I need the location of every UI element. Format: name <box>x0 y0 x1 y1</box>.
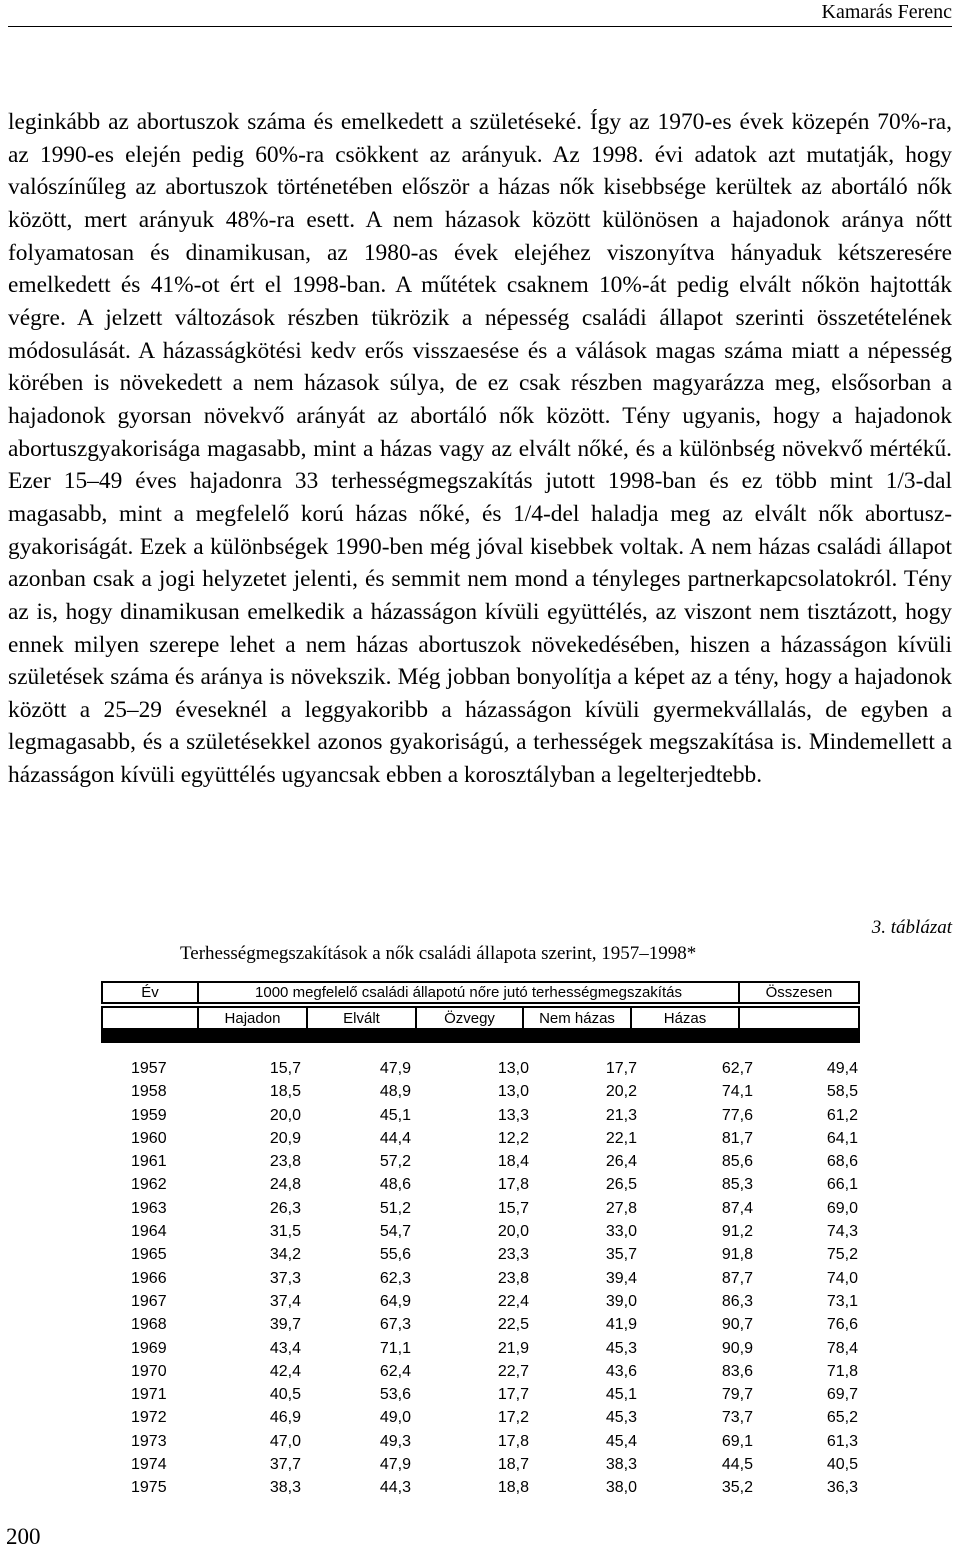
page-header <box>8 0 952 27</box>
cell-elvalt: 44,3 <box>379 1479 411 1497</box>
cell-year: 1970 <box>131 1362 167 1380</box>
cell-ozvegy: 23,3 <box>497 1246 529 1264</box>
cell-hazas: 83,6 <box>721 1362 753 1380</box>
cell-year: 1969 <box>131 1339 167 1357</box>
table-row <box>101 1313 860 1336</box>
cell-total: 49,4 <box>826 1060 858 1077</box>
cell-elvalt: 47,9 <box>379 1456 411 1474</box>
cell-hajadon: 43,4 <box>269 1339 301 1357</box>
cell-ozvegy: 17,8 <box>497 1176 529 1194</box>
cell-nem-hazas: 39,4 <box>605 1269 637 1287</box>
table-row <box>101 1057 860 1080</box>
cell-year: 1972 <box>131 1409 167 1427</box>
table-row <box>101 1476 860 1499</box>
cell-hajadon: 37,3 <box>269 1269 301 1287</box>
cell-total: 61,2 <box>826 1106 858 1124</box>
cell-ozvegy: 13,0 <box>497 1083 529 1101</box>
cell-ozvegy: 23,8 <box>497 1269 529 1287</box>
header-group: 1000 megfelelő családi állapotú nőre jutó terhességmegszakítás <box>199 983 738 1002</box>
cell-nem-hazas: 45,3 <box>605 1339 637 1357</box>
cell-ozvegy: 18,8 <box>497 1479 529 1497</box>
table-row <box>101 1080 860 1103</box>
cell-nem-hazas: 33,0 <box>605 1223 637 1241</box>
cell-nem-hazas: 41,9 <box>605 1316 637 1334</box>
cell-total: 65,2 <box>826 1409 858 1427</box>
cell-hajadon: 23,8 <box>269 1153 301 1171</box>
cell-elvalt: 54,7 <box>379 1223 411 1241</box>
table-row <box>101 1406 860 1429</box>
table-row <box>101 1173 860 1196</box>
cell-hazas: 79,7 <box>721 1386 753 1404</box>
cell-ozvegy: 18,7 <box>497 1456 529 1474</box>
table-label: 3. táblázat <box>871 917 952 938</box>
table-row <box>101 1337 860 1360</box>
cell-hazas: 44,5 <box>721 1456 753 1474</box>
cell-elvalt: 55,6 <box>379 1246 411 1264</box>
header-hajadon: Hajadon <box>199 1008 306 1028</box>
cell-hazas: 81,7 <box>721 1129 753 1147</box>
cell-total: 74,3 <box>826 1223 858 1241</box>
cell-year: 1967 <box>131 1292 167 1310</box>
cell-hazas: 73,7 <box>721 1409 753 1427</box>
cell-hajadon: 20,0 <box>269 1106 301 1124</box>
page-number: 200 <box>6 1524 41 1549</box>
cell-hazas: 62,7 <box>721 1060 753 1077</box>
cell-hajadon: 26,3 <box>269 1199 301 1217</box>
cell-total: 40,5 <box>826 1456 858 1474</box>
cell-year: 1975 <box>131 1479 167 1497</box>
cell-hazas: 85,6 <box>721 1153 753 1171</box>
cell-hazas: 86,3 <box>721 1292 753 1310</box>
cell-hajadon: 31,5 <box>269 1223 301 1241</box>
table-row <box>101 1383 860 1406</box>
cell-year: 1964 <box>131 1223 167 1241</box>
header-elvalt: Elvált <box>308 1008 415 1028</box>
cell-ozvegy: 22,4 <box>497 1292 529 1310</box>
cell-ozvegy: 22,7 <box>497 1362 529 1380</box>
cell-elvalt: 47,9 <box>379 1060 411 1077</box>
cell-nem-hazas: 45,1 <box>605 1386 637 1404</box>
header-separator <box>101 1030 860 1043</box>
cell-elvalt: 45,1 <box>379 1106 411 1124</box>
abortion-rates-table <box>101 981 860 1500</box>
cell-total: 71,8 <box>826 1362 858 1380</box>
table-row <box>101 1453 860 1476</box>
cell-total: 66,1 <box>826 1176 858 1194</box>
cell-elvalt: 53,6 <box>379 1386 411 1404</box>
cell-hazas: 91,8 <box>721 1246 753 1264</box>
cell-total: 58,5 <box>826 1083 858 1101</box>
cell-nem-hazas: 26,4 <box>605 1153 637 1171</box>
cell-year: 1963 <box>131 1199 167 1217</box>
cell-ozvegy: 18,4 <box>497 1153 529 1171</box>
cell-hajadon: 37,4 <box>269 1292 301 1310</box>
cell-hajadon: 47,0 <box>269 1432 301 1450</box>
cell-ozvegy: 20,0 <box>497 1223 529 1241</box>
table-row <box>101 1290 860 1313</box>
cell-ozvegy: 17,8 <box>497 1432 529 1450</box>
table-row <box>101 1243 860 1266</box>
header-nem-hazas: Nem házas <box>524 1008 630 1028</box>
cell-total: 61,3 <box>826 1432 858 1450</box>
cell-year: 1973 <box>131 1432 167 1450</box>
cell-hajadon: 18,5 <box>269 1083 301 1101</box>
cell-year: 1974 <box>131 1456 167 1474</box>
table-row <box>101 1267 860 1290</box>
cell-year: 1959 <box>131 1106 167 1124</box>
cell-ozvegy: 21,9 <box>497 1339 529 1357</box>
cell-nem-hazas: 21,3 <box>605 1106 637 1124</box>
cell-nem-hazas: 39,0 <box>605 1292 637 1310</box>
cell-hazas: 74,1 <box>721 1083 753 1101</box>
table-row <box>101 1197 860 1220</box>
cell-elvalt: 48,6 <box>379 1176 411 1194</box>
cell-hajadon: 20,9 <box>269 1129 301 1147</box>
cell-total: 69,0 <box>826 1199 858 1217</box>
cell-total: 78,4 <box>826 1339 858 1357</box>
cell-nem-hazas: 20,2 <box>605 1083 637 1101</box>
cell-year: 1957 <box>131 1060 167 1077</box>
cell-hajadon: 38,3 <box>269 1479 301 1497</box>
cell-hajadon: 46,9 <box>269 1409 301 1427</box>
running-head-author: Kamarás Ferenc <box>821 1 952 23</box>
cell-hazas: 77,6 <box>721 1106 753 1124</box>
cell-year: 1958 <box>131 1083 167 1101</box>
cell-year: 1968 <box>131 1316 167 1334</box>
cell-elvalt: 64,9 <box>379 1292 411 1310</box>
cell-nem-hazas: 45,4 <box>605 1432 637 1450</box>
cell-year: 1961 <box>131 1153 167 1171</box>
cell-hazas: 85,3 <box>721 1176 753 1194</box>
cell-elvalt: 62,4 <box>379 1362 411 1380</box>
cell-total: 36,3 <box>826 1479 858 1497</box>
cell-total: 76,6 <box>826 1316 858 1334</box>
table-row <box>101 1104 860 1127</box>
body-paragraph: leginkább az abortuszok száma és emelkedett a születéseké. Így az 1970-es évek közepén 70%-ra, az 1990-es elején pedig 60%-ra csökkent az arányuk. Az 1998. évi adatok azt mutatják, hogy valószínűleg az abortuszok történetében először a házas nők kisebbsége kerültek az abortáló nők között, mert arányuk 48%-ra esett. A nem házasok között különösen a hajadonok aránya nőtt folyamatosan és dinamikusan, az 1980-as évek elejéhez viszonyítva hányaduk kétszeresére emelkedett és 41%-ot ért el 1998-ban. A műtétek csaknem 10%-át pedig elvált nőkön hajtották végre. A jelzett változások részben tükrözik a népesség családi állapot szerinti összetételének módosulását. A házasságkötési kedv erős visszaesése és a válások magas száma miatt a népesség körében is növekedett a nem házasok súlya, de ez csak részben magyarázza meg, elsősorban a hajadonok gyorsan növekvő arányát az abortáló nők között. Tény ugyanis, hogy a hajadonok abortuszgyakorisága magasabb, mint a házas vagy az elvált nőké, és a különbség növekvő mértékű. Ezer 15–49 éves hajadonra 33 terhességmegszakítás jutott 1998-ban és ez több mint 1/3-dal magasabb, mint a megfelelő korú házas nőké, és 1/4-del haladja meg az elvált nők abortusz-gyakoriságát. Ezek a különbségek 1990-ben még jóval kisebbek voltak. A nem házas családi állapot azonban csak a jogi helyzetet jelenti, és semmit nem mond a tényleges partnerkapcsolatokról. Tény az is, hogy dinamikusan emelkedik a házasságon kívüli együttélés, az viszont nem tisztázott, hogy ennek milyen szerepe lehet a nem házas abortuszok növekedésében, hiszen a házasságon kívüli születések száma és aránya is növekszik. Még jobban bonyolítja a képet az a tény, hogy a hajadonok között a 25–29 éveseknél a leggyakoribb a házasságon kívüli gyermekvállalás, de egyben a legmagasabb, és a születésekkel azonos gyakoriságú, a terhességek megszakítása is. Mindemellett a házasságon kívüli együttélés ugyancsak ebben a korosztályban a legelterjedtebb. <box>8 109 952 789</box>
cell-total: 69,7 <box>826 1386 858 1404</box>
cell-elvalt: 51,2 <box>379 1199 411 1217</box>
cell-nem-hazas: 26,5 <box>605 1176 637 1194</box>
table-caption: Terhességmegszakítások a nők családi állapota szerint, 1957–1998* <box>180 943 697 964</box>
header-blank <box>103 1008 197 1028</box>
cell-hazas: 90,7 <box>721 1316 753 1334</box>
cell-elvalt: 49,0 <box>379 1409 411 1427</box>
cell-elvalt: 48,9 <box>379 1083 411 1101</box>
header-blank <box>740 1008 858 1028</box>
cell-hazas: 69,1 <box>721 1432 753 1450</box>
table-row <box>101 1220 860 1243</box>
table-row <box>101 1430 860 1453</box>
cell-year: 1965 <box>131 1246 167 1264</box>
table-header-row-1 <box>101 981 860 1004</box>
table-row <box>101 1127 860 1150</box>
cell-nem-hazas: 22,1 <box>605 1129 637 1147</box>
cell-total: 64,1 <box>826 1129 858 1147</box>
cell-total: 75,2 <box>826 1246 858 1264</box>
cell-year: 1971 <box>131 1386 167 1404</box>
cell-elvalt: 49,3 <box>379 1432 411 1450</box>
cell-hajadon: 40,5 <box>269 1386 301 1404</box>
cell-nem-hazas: 35,7 <box>605 1246 637 1264</box>
cell-hazas: 91,2 <box>721 1223 753 1241</box>
cell-nem-hazas: 38,3 <box>605 1456 637 1474</box>
cell-elvalt: 67,3 <box>379 1316 411 1334</box>
header-hazas: Házas <box>632 1008 738 1028</box>
table-row <box>101 1150 860 1173</box>
cell-elvalt: 57,2 <box>379 1153 411 1171</box>
header-ozvegy: Özvegy <box>417 1008 522 1028</box>
cell-total: 73,1 <box>826 1292 858 1310</box>
cell-hajadon: 42,4 <box>269 1362 301 1380</box>
cell-nem-hazas: 43,6 <box>605 1362 637 1380</box>
cell-ozvegy: 13,3 <box>497 1106 529 1124</box>
cell-total: 74,0 <box>826 1269 858 1287</box>
cell-nem-hazas: 45,3 <box>605 1409 637 1427</box>
cell-hazas: 87,7 <box>721 1269 753 1287</box>
cell-nem-hazas: 38,0 <box>605 1479 637 1497</box>
cell-elvalt: 71,1 <box>379 1339 411 1357</box>
cell-hajadon: 34,2 <box>269 1246 301 1264</box>
cell-year: 1962 <box>131 1176 167 1194</box>
cell-elvalt: 62,3 <box>379 1269 411 1287</box>
cell-ozvegy: 13,0 <box>497 1060 529 1077</box>
cell-hajadon: 15,7 <box>269 1060 301 1077</box>
header-year: Év <box>103 983 197 1002</box>
cell-total: 68,6 <box>826 1153 858 1171</box>
table-row <box>101 1360 860 1383</box>
cell-ozvegy: 15,7 <box>497 1199 529 1217</box>
cell-ozvegy: 22,5 <box>497 1316 529 1334</box>
cell-ozvegy: 17,2 <box>497 1409 529 1427</box>
cell-ozvegy: 17,7 <box>497 1386 529 1404</box>
cell-hajadon: 37,7 <box>269 1456 301 1474</box>
table-header-row-2 <box>101 1006 860 1030</box>
cell-nem-hazas: 27,8 <box>605 1199 637 1217</box>
cell-hazas: 35,2 <box>721 1479 753 1497</box>
cell-nem-hazas: 17,7 <box>605 1060 637 1077</box>
cell-hazas: 87,4 <box>721 1199 753 1217</box>
cell-year: 1960 <box>131 1129 167 1147</box>
table-body <box>101 1057 860 1500</box>
cell-year: 1966 <box>131 1269 167 1287</box>
cell-hajadon: 39,7 <box>269 1316 301 1334</box>
cell-hazas: 90,9 <box>721 1339 753 1357</box>
header-total: Összesen <box>740 983 858 1002</box>
cell-hajadon: 24,8 <box>269 1176 301 1194</box>
cell-elvalt: 44,4 <box>379 1129 411 1147</box>
cell-ozvegy: 12,2 <box>497 1129 529 1147</box>
